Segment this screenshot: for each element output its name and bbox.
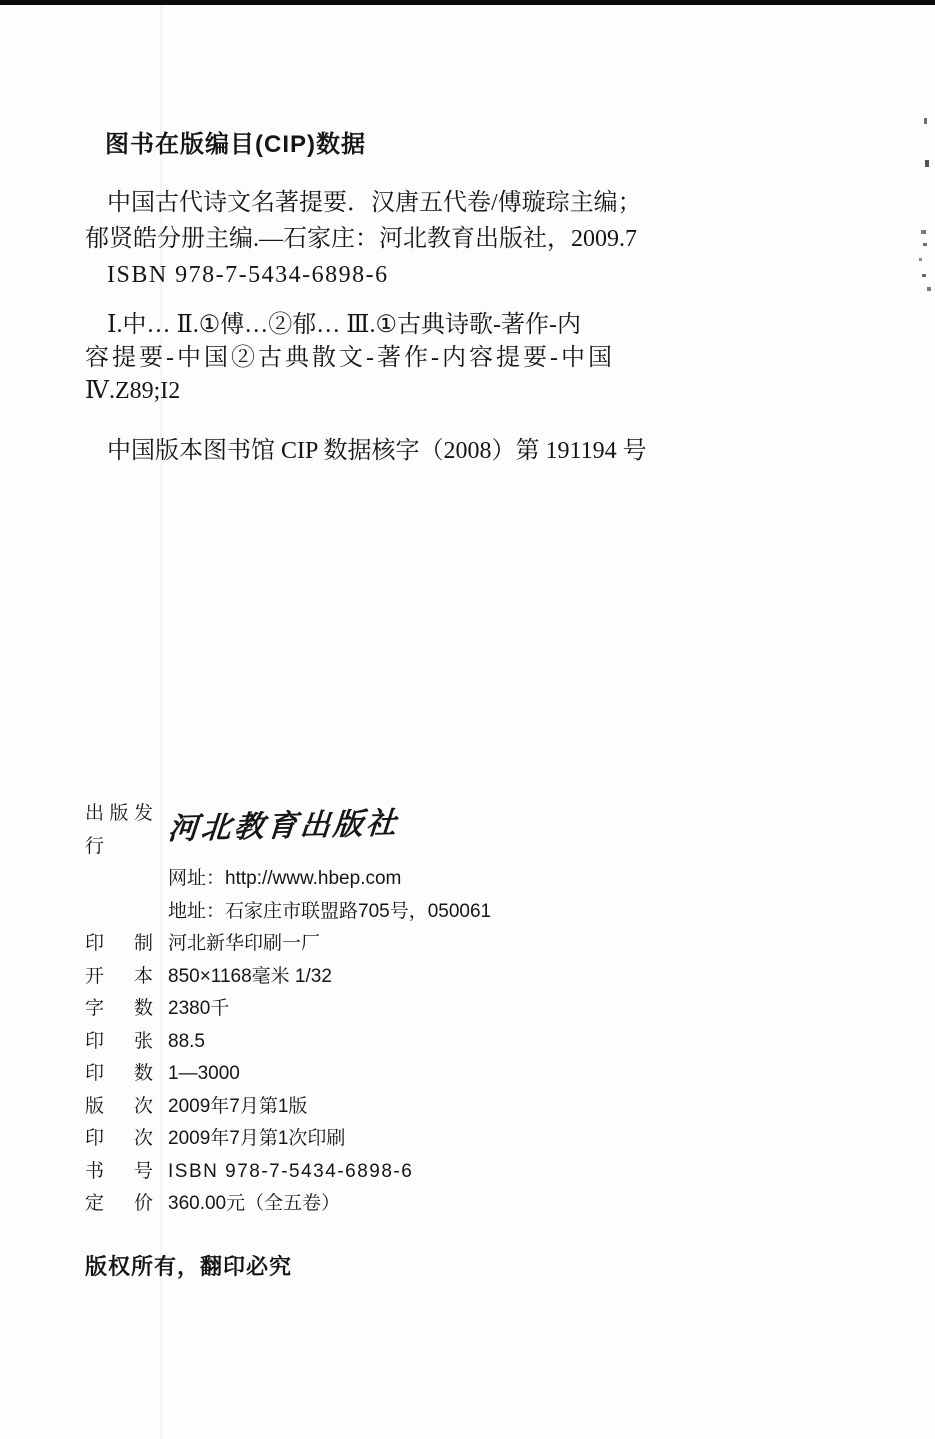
colophon-row-sheets	[85, 1026, 785, 1059]
colophon-row-printer	[85, 928, 785, 961]
scan-speck	[924, 118, 927, 124]
printer-value: 河北新华印刷一厂	[168, 933, 321, 954]
scan-speck	[925, 160, 929, 167]
publisher-website: 网址：http://www.hbep.com	[168, 868, 402, 889]
colophon-row-isbn	[85, 1156, 785, 1189]
cip-data-block	[85, 124, 725, 465]
cip-record-number: 中国版本图书馆 CIP 数据核字（2008）第 191194 号	[107, 438, 647, 464]
wordcount-value: 2380千	[168, 998, 230, 1019]
colophon-row-impression	[85, 1123, 785, 1156]
colophon-label: 出版发行	[85, 803, 153, 857]
cip-class-line-2: 容提要-中国②古典散文-著作-内容提要-中国	[85, 345, 615, 371]
colophon-row-printrun	[85, 1058, 785, 1091]
colophon-label: 印次	[85, 1128, 153, 1149]
colophon-row-publisher	[85, 798, 785, 863]
cip-classification	[85, 309, 725, 408]
printrun-value: 1—3000	[168, 1063, 240, 1084]
publisher-logo-script: 河北教育出版社	[166, 806, 401, 848]
cip-entry-line-1: 中国古代诗文名著提要．汉唐五代卷/傅璇琮主编；	[107, 190, 642, 216]
cip-title: 图书在版编目(CIP)数据	[105, 131, 366, 158]
publisher-address: 地址：石家庄市联盟路705号，050061	[168, 900, 492, 922]
colophon-row-price	[85, 1188, 785, 1221]
colophon-label: 定价	[85, 1193, 153, 1214]
copyright-notice: 版权所有，翻印必究	[85, 1254, 293, 1279]
colophon-row-edition	[85, 1091, 785, 1124]
scan-speck	[921, 230, 926, 234]
scan-speck	[923, 243, 927, 246]
colophon-label: 开本	[85, 965, 153, 987]
price-value: 360.00元（全五卷）	[168, 1193, 341, 1214]
colophon-row-address	[85, 896, 785, 929]
scan-speck	[927, 287, 931, 291]
format-value: 850×1168毫米 1/32	[168, 965, 332, 987]
isbn-value: ISBN 978-7-5434-6898-6	[168, 1160, 414, 1182]
colophon-label: 版次	[85, 1095, 153, 1117]
cip-entry-isbn: ISBN 978-7-5434-6898-6	[107, 262, 389, 288]
scan-edge-artifact	[0, 0, 935, 5]
colophon	[85, 798, 785, 1221]
colophon-row-wordcount	[85, 993, 785, 1026]
colophon-label: 字数	[85, 998, 153, 1019]
scan-speck	[919, 258, 922, 261]
scan-speck	[922, 274, 926, 277]
colophon-label: 印数	[85, 1063, 153, 1084]
sheets-value: 88.5	[168, 1030, 205, 1052]
colophon-row-website	[85, 863, 785, 896]
cip-entry-line-2: 郁贤皓分册主编.—石家庄：河北教育出版社，2009.7	[85, 226, 637, 252]
impression-value: 2009年7月第1次印刷	[168, 1128, 346, 1149]
colophon-label: 印张	[85, 1030, 153, 1052]
cip-catalog-entry	[85, 185, 725, 293]
colophon-label: 印制	[85, 933, 153, 954]
colophon-row-format	[85, 961, 785, 994]
colophon-label: 书号	[85, 1160, 153, 1182]
edition-value: 2009年7月第1版	[168, 1095, 308, 1117]
cip-class-line-1: Ⅰ.中… Ⅱ.①傅…②郁… Ⅲ.①古典诗歌-著作-内	[107, 312, 581, 338]
cip-class-line-3: Ⅳ.Z89;I2	[85, 378, 181, 404]
